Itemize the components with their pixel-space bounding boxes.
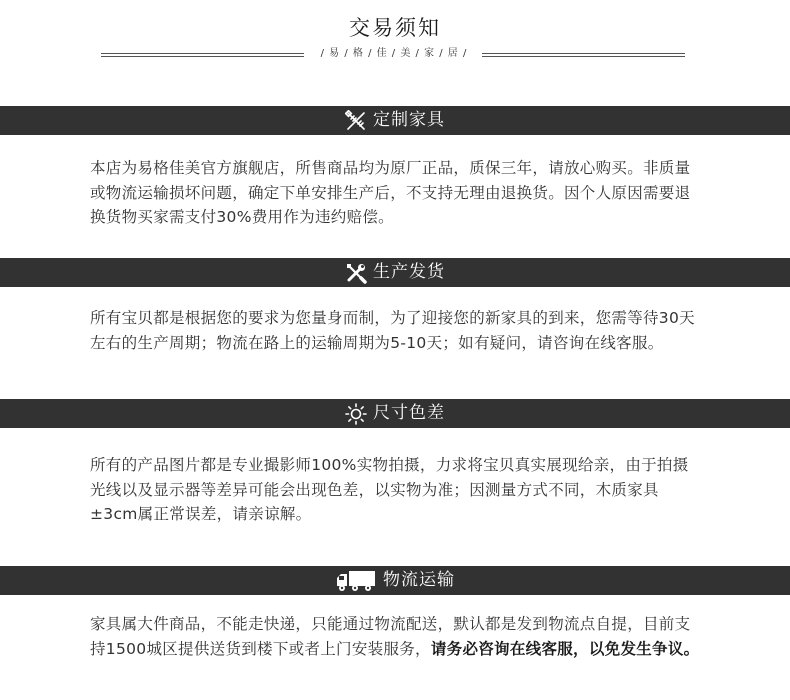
section-bar-production-shipping <box>0 258 790 287</box>
section-bar-custom-furniture <box>0 106 790 135</box>
brand-subtitle: / 易 / 格 / 佳 / 美 / 家 / 居 / <box>320 48 468 59</box>
logistics-text-bold: 请务必咨询在线客服，以免发生争议。 <box>430 639 700 658</box>
tools-cross-icon <box>345 110 367 132</box>
section-text-custom-furniture: 本店为易格佳美官方旗舰店，所售商品均为原厂正品，质保三年，请放心购买。非质量或物流运输损坏问题，确定下单安排生产后，不支持无理由退换货。因个人原因需要退换货物买家需支付30%费用作为违约赔偿。 <box>90 159 691 226</box>
truck-icon <box>335 570 377 592</box>
section-text-logistics <box>90 612 702 661</box>
section-bar-logistics <box>0 566 790 595</box>
logistics-text-normal: 家具属大件商品，不能走快递，只能通过物流配送，默认都是发到物流点自提，目前支持1500城区提供送货到楼下或者上门安装服务， <box>90 615 691 658</box>
decorative-line-left <box>101 53 304 54</box>
section-text-production-shipping: 所有宝贝都是根据您的要求为您量身而制，为了迎接您的新家具的到来，您需等待30天左右的生产周期；物流在路上的运输周期为5-10天；如有疑问，请咨询在线客服。 <box>90 309 695 352</box>
section-title: 定制家具 <box>373 110 445 130</box>
section-bar-size-color <box>0 399 790 428</box>
section-title: 尺寸色差 <box>373 403 445 423</box>
sun-icon <box>345 403 367 425</box>
section-text-size-color: 所有的产品图片都是专业撮影师100%实物拍摄，力求将宝贝真实展现给亲，由于拍摄光线以及显示器等差异可能会出现色差，以实物为准；因测量方式不同，木质家具±3cm属正常误差，请亲谅解。 <box>90 456 689 523</box>
decorative-line-right <box>482 53 685 54</box>
section-title: 生产发货 <box>373 262 445 282</box>
section-title: 物流运输 <box>383 570 455 590</box>
wrench-screwdriver-icon <box>345 262 367 284</box>
page-title: 交易须知 <box>349 16 441 40</box>
page-header <box>0 0 790 80</box>
